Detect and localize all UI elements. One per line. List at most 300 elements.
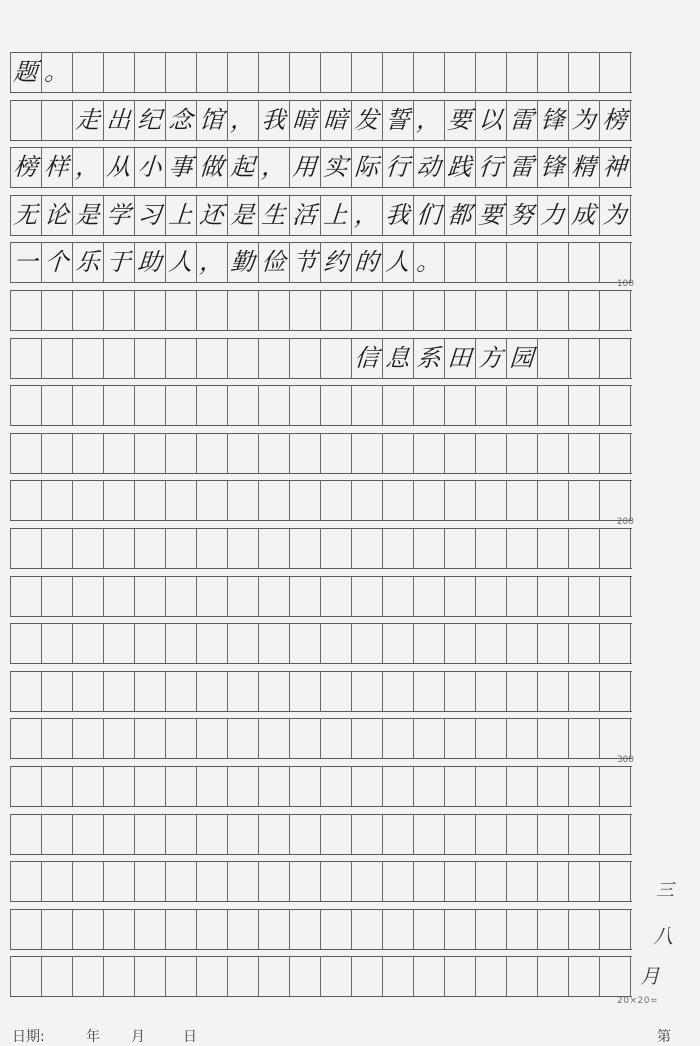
essay-character: 系 — [415, 343, 442, 372]
grid-cell-divider — [537, 576, 538, 616]
grid-cell-divider — [196, 956, 197, 996]
grid-cell-divider — [413, 290, 414, 330]
essay-character: 约 — [322, 248, 349, 277]
grid-cell-divider — [537, 861, 538, 901]
grid-spec-label: 20×20= — [617, 996, 658, 1006]
grid-cell-divider — [258, 385, 259, 425]
grid-cell-divider — [103, 861, 104, 901]
grid-cell-divider — [444, 814, 445, 854]
grid-cell-divider — [72, 861, 73, 901]
grid-row-bottom-line — [10, 282, 632, 283]
grid-cell-divider — [196, 385, 197, 425]
grid-row-bottom-line — [10, 616, 632, 617]
essay-character: 馆 — [198, 105, 225, 134]
grid-cell-divider — [413, 909, 414, 949]
grid-cell-divider — [630, 480, 631, 520]
essay-character: 走 — [74, 105, 101, 134]
essay-character: 俭 — [260, 248, 287, 277]
essay-character: 人 — [384, 248, 411, 277]
margin-handwriting: 八 — [653, 924, 673, 948]
grid-cell-divider — [103, 290, 104, 330]
grid-cell-divider — [630, 671, 631, 711]
grid-cell-divider — [289, 718, 290, 758]
grid-cell-divider — [41, 290, 42, 330]
essay-character: ， — [229, 105, 256, 134]
grid-cell-divider — [134, 528, 135, 568]
grid-row-bottom-line — [10, 806, 632, 807]
grid-cell-divider — [10, 861, 11, 901]
grid-cell-divider — [258, 623, 259, 663]
day-label: 日 — [183, 1029, 197, 1045]
grid-cell-divider — [103, 718, 104, 758]
grid-cell-divider — [506, 385, 507, 425]
grid-cell-divider — [41, 861, 42, 901]
grid-cell-divider — [413, 956, 414, 996]
essay-character: 习 — [136, 200, 163, 229]
grid-cell-divider — [289, 671, 290, 711]
grid-cell-divider — [320, 290, 321, 330]
grid-cell-divider — [258, 52, 259, 92]
grid-cell-divider — [103, 385, 104, 425]
grid-cell-divider — [568, 433, 569, 473]
grid-cell-divider — [630, 956, 631, 996]
grid-cell-divider — [103, 956, 104, 996]
grid-cell-divider — [10, 671, 11, 711]
grid-cell-divider — [289, 528, 290, 568]
grid-cell-divider — [165, 338, 166, 378]
essay-character: 为 — [570, 105, 597, 134]
grid-cell-divider — [165, 671, 166, 711]
grid-cell-divider — [41, 671, 42, 711]
essay-character: 我 — [260, 105, 287, 134]
grid-cell-divider — [72, 766, 73, 806]
essay-character: 努 — [508, 200, 535, 229]
grid-cell-divider — [196, 52, 197, 92]
essay-character: 际 — [353, 153, 380, 182]
grid-cell-divider — [382, 718, 383, 758]
essay-character: 发 — [353, 105, 380, 134]
grid-cell-divider — [599, 623, 600, 663]
grid-cell-divider — [103, 528, 104, 568]
grid-cell-divider — [444, 718, 445, 758]
grid-cell-divider — [289, 623, 290, 663]
essay-character: 锋 — [539, 105, 566, 134]
grid-row-bottom-line — [10, 330, 632, 331]
grid-cell-divider — [134, 480, 135, 520]
grid-cell-divider — [568, 52, 569, 92]
grid-cell-divider — [444, 956, 445, 996]
grid-cell-divider — [227, 623, 228, 663]
grid-cell-divider — [320, 385, 321, 425]
essay-character: 我 — [384, 200, 411, 229]
grid-cell-divider — [630, 623, 631, 663]
grid-cell-divider — [351, 433, 352, 473]
essay-character: 学 — [105, 200, 132, 229]
grid-cell-divider — [165, 52, 166, 92]
grid-cell-divider — [568, 480, 569, 520]
margin-handwriting: 月 — [640, 964, 660, 988]
grid-cell-divider — [165, 623, 166, 663]
grid-cell-divider — [351, 528, 352, 568]
grid-cell-divider — [72, 290, 73, 330]
grid-cell-divider — [289, 290, 290, 330]
grid-cell-divider — [630, 242, 631, 282]
grid-cell-divider — [134, 576, 135, 616]
grid-cell-divider — [382, 671, 383, 711]
grid-cell-divider — [506, 242, 507, 282]
grid-cell-divider — [382, 956, 383, 996]
grid-cell-divider — [103, 814, 104, 854]
grid-cell-divider — [537, 814, 538, 854]
grid-cell-divider — [320, 338, 321, 378]
essay-character: 上 — [167, 200, 194, 229]
essay-character: 成 — [570, 200, 597, 229]
grid-cell-divider — [227, 480, 228, 520]
grid-cell-divider — [475, 52, 476, 92]
grid-row-bottom-line — [10, 901, 632, 902]
grid-cell-divider — [444, 861, 445, 901]
grid-cell-divider — [258, 480, 259, 520]
grid-cell-divider — [227, 671, 228, 711]
grid-cell-divider — [258, 814, 259, 854]
word-count-marker: 200 — [616, 517, 634, 528]
grid-cell-divider — [382, 480, 383, 520]
grid-cell-divider — [320, 480, 321, 520]
essay-character: 纪 — [136, 105, 163, 134]
essay-character: 起 — [229, 153, 256, 182]
grid-cell-divider — [227, 718, 228, 758]
grid-cell-divider — [382, 528, 383, 568]
grid-cell-divider — [103, 576, 104, 616]
grid-cell-divider — [72, 338, 73, 378]
essay-character: ， — [74, 153, 101, 182]
grid-cell-divider — [475, 766, 476, 806]
grid-cell-divider — [599, 718, 600, 758]
essay-character: 。 — [43, 58, 70, 86]
grid-cell-divider — [41, 814, 42, 854]
grid-cell-divider — [320, 433, 321, 473]
essay-character: 们 — [415, 200, 442, 229]
grid-cell-divider — [10, 338, 11, 378]
grid-cell-divider — [568, 338, 569, 378]
grid-cell-divider — [196, 338, 197, 378]
grid-cell-divider — [258, 433, 259, 473]
grid-cell-divider — [382, 623, 383, 663]
essay-character: 动 — [415, 153, 442, 182]
grid-cell-divider — [41, 909, 42, 949]
grid-cell-divider — [72, 956, 73, 996]
essay-character: 榜 — [601, 105, 628, 134]
grid-cell-divider — [351, 766, 352, 806]
grid-cell-divider — [165, 385, 166, 425]
grid-cell-divider — [382, 576, 383, 616]
grid-cell-divider — [41, 766, 42, 806]
grid-cell-divider — [134, 623, 135, 663]
grid-row-bottom-line — [10, 854, 632, 855]
grid-cell-divider — [382, 290, 383, 330]
grid-cell-divider — [134, 766, 135, 806]
grid-cell-divider — [258, 576, 259, 616]
grid-cell-divider — [227, 385, 228, 425]
grid-cell-divider — [320, 671, 321, 711]
grid-cell-divider — [382, 909, 383, 949]
grid-cell-divider — [599, 861, 600, 901]
grid-cell-divider — [10, 480, 11, 520]
grid-cell-divider — [599, 242, 600, 282]
grid-cell-divider — [103, 623, 104, 663]
essay-character: 是 — [229, 200, 256, 229]
grid-cell-divider — [103, 671, 104, 711]
grid-cell-divider — [196, 766, 197, 806]
grid-cell-divider — [599, 576, 600, 616]
grid-cell-divider — [382, 385, 383, 425]
grid-cell-divider — [165, 814, 166, 854]
grid-cell-divider — [537, 956, 538, 996]
grid-cell-divider — [506, 814, 507, 854]
essay-character: ， — [260, 153, 287, 182]
grid-cell-divider — [41, 718, 42, 758]
grid-cell-divider — [413, 861, 414, 901]
essay-character: 行 — [384, 153, 411, 182]
grid-cell-divider — [227, 576, 228, 616]
grid-cell-divider — [444, 385, 445, 425]
grid-cell-divider — [10, 528, 11, 568]
grid-cell-divider — [475, 480, 476, 520]
grid-cell-divider — [134, 814, 135, 854]
grid-cell-divider — [320, 909, 321, 949]
grid-cell-divider — [134, 385, 135, 425]
grid-cell-divider — [568, 814, 569, 854]
essay-character: ， — [198, 248, 225, 277]
grid-cell-divider — [103, 52, 104, 92]
grid-cell-divider — [382, 861, 383, 901]
essay-character: 都 — [446, 200, 473, 229]
essay-character: ， — [353, 200, 380, 229]
grid-cell-divider — [537, 52, 538, 92]
grid-cell-divider — [165, 433, 166, 473]
grid-cell-divider — [568, 242, 569, 282]
grid-cell-divider — [537, 766, 538, 806]
grid-cell-divider — [351, 956, 352, 996]
grid-cell-divider — [444, 909, 445, 949]
grid-cell-divider — [72, 385, 73, 425]
grid-row-bottom-line — [10, 711, 632, 712]
grid-cell-divider — [134, 290, 135, 330]
essay-character: 田 — [446, 343, 473, 372]
essay-character: 出 — [105, 105, 132, 134]
grid-cell-divider — [351, 861, 352, 901]
grid-cell-divider — [351, 671, 352, 711]
essay-character: 行 — [477, 153, 504, 182]
grid-cell-divider — [10, 100, 11, 140]
essay-character: 榜 — [12, 153, 39, 182]
grid-cell-divider — [351, 814, 352, 854]
word-count-marker: 100 — [616, 279, 634, 290]
grid-cell-divider — [72, 480, 73, 520]
grid-row-bottom-line — [10, 520, 632, 521]
grid-cell-divider — [568, 671, 569, 711]
grid-cell-divider — [227, 290, 228, 330]
grid-cell-divider — [196, 909, 197, 949]
grid-cell-divider — [506, 766, 507, 806]
grid-cell-divider — [599, 909, 600, 949]
grid-cell-divider — [134, 718, 135, 758]
grid-cell-divider — [444, 52, 445, 92]
essay-character: 实 — [322, 153, 349, 182]
grid-cell-divider — [475, 671, 476, 711]
year-label: 年 — [86, 1029, 100, 1045]
grid-cell-divider — [227, 338, 228, 378]
grid-cell-divider — [227, 433, 228, 473]
essay-character: 活 — [291, 200, 318, 229]
essay-character: 题 — [12, 58, 39, 86]
grid-cell-divider — [41, 956, 42, 996]
essay-character: 息 — [384, 343, 411, 372]
grid-cell-divider — [134, 671, 135, 711]
grid-cell-divider — [320, 814, 321, 854]
grid-cell-divider — [165, 718, 166, 758]
essay-character: 用 — [291, 153, 318, 182]
grid-cell-divider — [537, 242, 538, 282]
grid-cell-divider — [134, 338, 135, 378]
grid-row-bottom-line — [10, 425, 632, 426]
grid-cell-divider — [506, 52, 507, 92]
grid-cell-divider — [568, 623, 569, 663]
grid-cell-divider — [227, 52, 228, 92]
grid-cell-divider — [630, 528, 631, 568]
grid-cell-divider — [568, 718, 569, 758]
grid-cell-divider — [568, 385, 569, 425]
grid-cell-divider — [630, 52, 631, 92]
grid-row-bottom-line — [10, 92, 632, 93]
grid-row-bottom-line — [10, 568, 632, 569]
grid-cell-divider — [537, 909, 538, 949]
grid-cell-divider — [227, 528, 228, 568]
grid-cell-divider — [72, 718, 73, 758]
grid-cell-divider — [165, 528, 166, 568]
grid-cell-divider — [165, 576, 166, 616]
essay-character: 雷 — [508, 153, 535, 182]
grid-cell-divider — [506, 718, 507, 758]
essay-character: 以 — [477, 105, 504, 134]
grid-cell-divider — [196, 814, 197, 854]
grid-cell-divider — [444, 480, 445, 520]
grid-row-bottom-line — [10, 378, 632, 379]
grid-cell-divider — [475, 528, 476, 568]
essay-character: 精 — [570, 153, 597, 182]
essay-character: 力 — [539, 200, 566, 229]
grid-cell-divider — [537, 480, 538, 520]
essay-character: 的 — [353, 248, 380, 277]
grid-cell-divider — [196, 528, 197, 568]
grid-cell-divider — [630, 718, 631, 758]
grid-cell-divider — [444, 528, 445, 568]
grid-cell-divider — [506, 528, 507, 568]
grid-cell-divider — [165, 861, 166, 901]
essay-character: 一 — [12, 248, 39, 277]
grid-cell-divider — [444, 671, 445, 711]
grid-cell-divider — [320, 718, 321, 758]
grid-cell-divider — [227, 861, 228, 901]
grid-cell-divider — [103, 909, 104, 949]
date-label: 日期: — [12, 1029, 45, 1045]
grid-cell-divider — [134, 956, 135, 996]
essay-character: 做 — [198, 153, 225, 182]
essay-character: 园 — [508, 343, 535, 372]
essay-character: 节 — [291, 248, 318, 277]
grid-cell-divider — [289, 480, 290, 520]
grid-cell-divider — [506, 480, 507, 520]
grid-cell-divider — [165, 480, 166, 520]
grid-cell-divider — [630, 576, 631, 616]
grid-cell-divider — [10, 718, 11, 758]
grid-cell-divider — [41, 480, 42, 520]
grid-cell-divider — [351, 909, 352, 949]
grid-cell-divider — [258, 718, 259, 758]
grid-cell-divider — [475, 909, 476, 949]
grid-cell-divider — [568, 766, 569, 806]
grid-cell-divider — [630, 861, 631, 901]
grid-cell-divider — [599, 480, 600, 520]
grid-cell-divider — [537, 385, 538, 425]
grid-cell-divider — [568, 528, 569, 568]
grid-cell-divider — [103, 338, 104, 378]
essay-character: 锋 — [539, 153, 566, 182]
grid-cell-divider — [320, 956, 321, 996]
grid-cell-divider — [444, 766, 445, 806]
grid-cell-divider — [475, 814, 476, 854]
grid-cell-divider — [413, 433, 414, 473]
month-label: 月 — [131, 1029, 145, 1045]
grid-cell-divider — [630, 814, 631, 854]
grid-cell-divider — [72, 433, 73, 473]
grid-cell-divider — [258, 290, 259, 330]
grid-cell-divider — [413, 480, 414, 520]
grid-cell-divider — [227, 814, 228, 854]
grid-cell-divider — [537, 433, 538, 473]
grid-cell-divider — [41, 623, 42, 663]
essay-character: 要 — [477, 200, 504, 229]
essay-character: 还 — [198, 200, 225, 229]
grid-cell-divider — [10, 956, 11, 996]
grid-cell-divider — [41, 338, 42, 378]
grid-cell-divider — [351, 718, 352, 758]
grid-cell-divider — [72, 576, 73, 616]
grid-cell-divider — [134, 861, 135, 901]
grid-cell-divider — [630, 909, 631, 949]
grid-cell-divider — [289, 766, 290, 806]
grid-cell-divider — [320, 528, 321, 568]
grid-cell-divider — [258, 528, 259, 568]
word-count-marker: 300 — [616, 755, 634, 766]
essay-character: 事 — [167, 153, 194, 182]
grid-cell-divider — [568, 909, 569, 949]
essay-character: 方 — [477, 343, 504, 372]
grid-cell-divider — [413, 623, 414, 663]
grid-cell-divider — [630, 290, 631, 330]
grid-cell-divider — [475, 623, 476, 663]
grid-cell-divider — [475, 861, 476, 901]
grid-cell-divider — [506, 956, 507, 996]
grid-cell-divider — [475, 242, 476, 282]
grid-cell-divider — [413, 814, 414, 854]
grid-cell-divider — [289, 861, 290, 901]
grid-cell-divider — [630, 433, 631, 473]
grid-cell-divider — [72, 528, 73, 568]
essay-character: 雷 — [508, 105, 535, 134]
grid-cell-divider — [475, 385, 476, 425]
grid-cell-divider — [320, 576, 321, 616]
